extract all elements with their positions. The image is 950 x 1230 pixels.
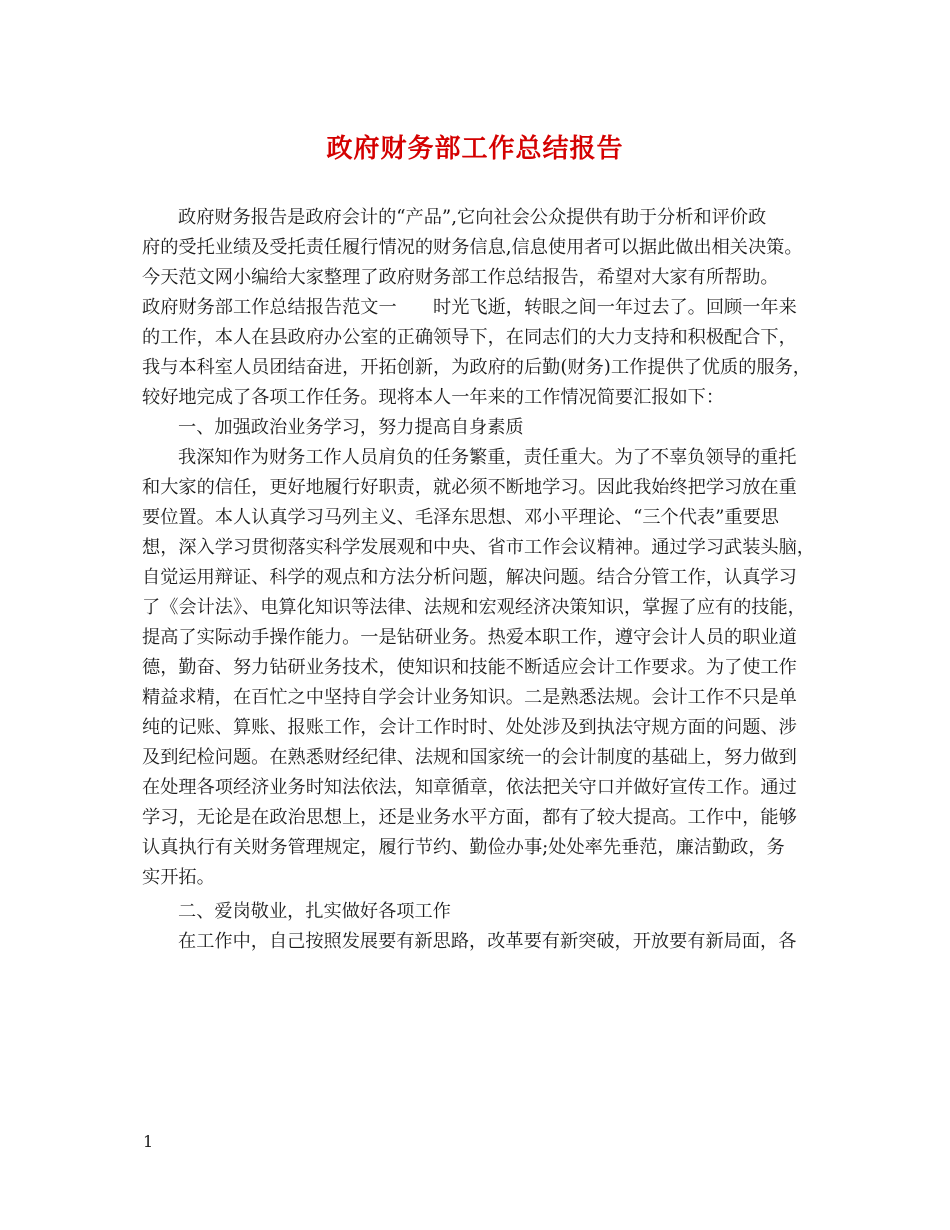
section-heading: 一、加强政治业务学习，努力提高自身素质 [178, 417, 524, 438]
paragraph-line: 在工作中，自己按照发展要有新思路，改革要有新突破，开放要有新局面，各 [178, 931, 797, 952]
paragraph-line: 德，勤奋、努力钻研业务技术，使知识和技能不断适应会计工作要求。为了使工作 [142, 657, 797, 678]
paragraph-line: 较好地完成了各项工作任务。现将本人一年来的工作情况简要汇报如下： [142, 387, 725, 408]
paragraph-line: 及到纪检问题。在熟悉财经纪律、法规和国家统一的会计制度的基础上，努力做到 [142, 747, 797, 768]
paragraph-line: 认真执行有关财务管理规定，履行节约、勤俭办事;处处率先垂范，廉洁勤政，务 [142, 837, 785, 858]
document-title: 政府财务部工作总结报告 [326, 134, 624, 164]
paragraph-line: 政府财务报告是政府会计的“产品”,它向社会公众提供有助于分析和评价政 [178, 207, 767, 228]
paragraph-line: 在处理各项经济业务时知法依法，知章循章，依法把关守口并做好宣传工作。通过 [142, 777, 797, 798]
paragraph-line: 精益求精，在百忙之中坚持自学会计业务知识。二是熟悉法规。会计工作不只是单 [142, 687, 797, 708]
paragraph-line: 要位置。本人认真学习马列主义、毛泽东思想、邓小平理论、“三个代表”重要思 [142, 507, 779, 528]
paragraph-line: 政府财务部工作总结报告范文一 时光飞逝，转眼之间一年过去了。回顾一年来 [142, 297, 797, 318]
paragraph-line: 和大家的信任，更好地履行好职责，就必须不断地学习。因此我始终把学习放在重 [142, 477, 797, 498]
paragraph-line: 了《会计法》、电算化知识等法律、法规和宏观经济决策知识，掌握了应有的技能， [142, 597, 806, 618]
section-heading: 二、爱岗敬业，扎实做好各项工作 [178, 901, 451, 922]
paragraph-line: 实开拓。 [142, 867, 215, 888]
paragraph-line: 的工作，本人在县政府办公室的正确领导下，在同志们的大力支持和积极配合下， [142, 327, 797, 348]
paragraph-line: 想，深入学习贯彻落实科学发展观和中央、省市工作会议精神。通过学习武装头脑， [142, 537, 815, 558]
paragraph-line: 我与本科室人员团结奋进，开拓创新，为政府的后勤(财务)工作提供了优质的服务， [142, 357, 811, 378]
paragraph-line: 提高了实际动手操作能力。一是钻研业务。热爱本职工作，遵守会计人员的职业道 [142, 627, 797, 648]
paragraph-line: 我深知作为财务工作人员肩负的任务繁重，责任重大。为了不辜负领导的重托 [178, 447, 797, 468]
paragraph-line: 府的受托业绩及受托责任履行情况的财务信息,信息使用者可以据此做出相关决策。 [142, 237, 803, 258]
document-body [142, 203, 832, 957]
paragraph-line: 自觉运用辩证、科学的观点和方法分析问题，解决问题。结合分管工作，认真学习 [142, 567, 797, 588]
paragraph-line: 今天范文网小编给大家整理了政府财务部工作总结报告，希望对大家有所帮助。 [142, 267, 779, 288]
page-number: 1 [143, 1132, 154, 1151]
paragraph-line: 学习，无论是在政治思想上，还是业务水平方面，都有了较大提高。工作中，能够 [142, 807, 797, 828]
paragraph-line: 纯的记账、算账、报账工作，会计工作时时、处处涉及到执法守规方面的问题、涉 [142, 717, 797, 738]
